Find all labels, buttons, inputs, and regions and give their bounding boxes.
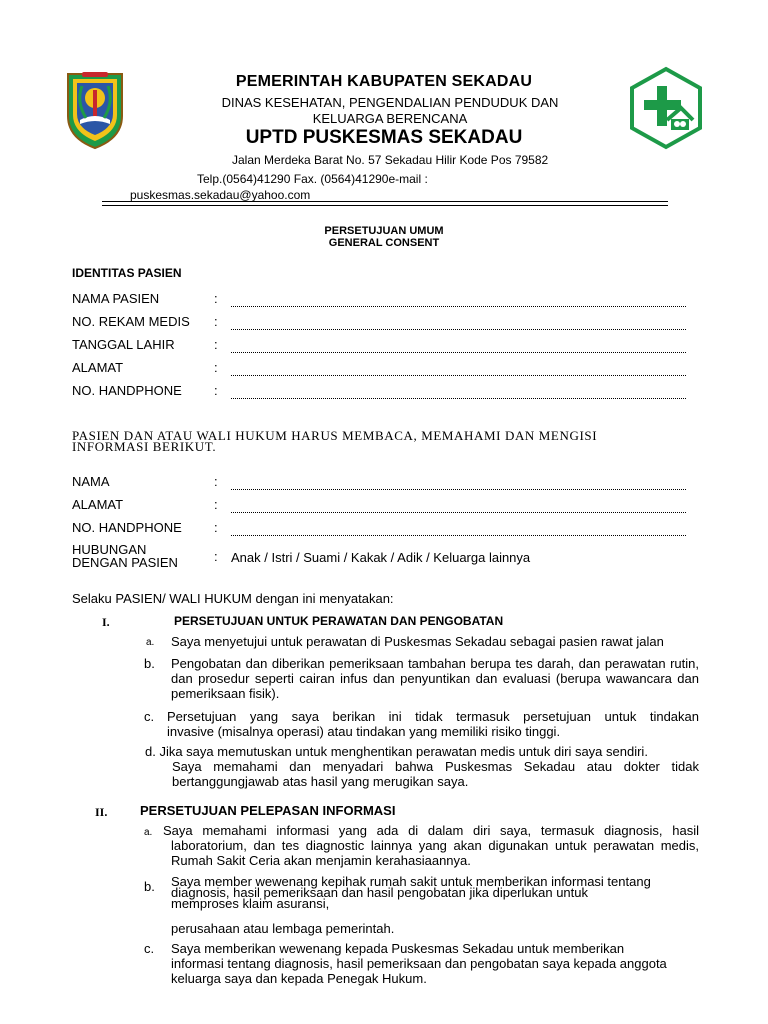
field-guardian-address[interactable] [231,512,686,513]
notice-text: PASIEN DAN ATAU WALI HUKUM HARUS MEMBACA, MEMAHAMI DAN MENGISI INFORMASI BERIKUT. [72,428,598,454]
field-label-guardian-name: NAMA [72,474,110,489]
section1-item-c-line2: invasive (misalnya operasi) atau tindakan yang memiliki risiko tinggi. [167,724,561,739]
field-colon: : [214,497,218,512]
section2-item-b-marker: b. [144,879,155,894]
relationship-label-line2: DENGAN PASIEN [72,555,178,570]
section2-item-b [171,876,701,909]
field-medical-record[interactable] [231,329,686,330]
section2-item-b-line4: perusahaan atau lembaga pemerintah. [171,921,395,936]
section2-item-b-line2: diagnosis, hasil pemeriksaan dan hasil pengobatan jika diperlukan untuk [171,885,588,900]
field-colon: : [214,337,218,352]
field-colon: : [214,291,218,306]
field-label-guardian-address: ALAMAT [72,497,124,512]
section1-item-a: Saya menyetujui untuk perawatan di Puskesmas Sekadau sebagai pasien rawat jalan [171,634,664,649]
header-email: puskesmas.sekadau@yahoo.com [130,188,311,202]
field-colon: : [214,520,218,535]
field-guardian-phone[interactable] [231,535,686,536]
header-contact [130,171,550,203]
section1-item-a-marker: a. [146,637,155,648]
header-department-line1: DINAS KESEHATAN, PENGENDALIAN PENDUDUK DAN [221,95,559,110]
header-rule-thick [102,201,668,202]
field-label-medical-record: NO. REKAM MEDIS [72,314,190,329]
field-phone[interactable] [231,398,686,399]
section1-item-d-line2: Saya memahami dan menyadari bahwa Puskesmas Sekadau atau dokter tidak bertanggungjawab atas hasil yang merugikan saya. [172,759,699,789]
field-colon: : [214,474,218,489]
section2-item-b-line1: Saya member wewenang kepihak rumah sakit untuk memberikan informasi tentang [171,874,651,889]
field-patient-name[interactable] [231,306,686,307]
identity-heading: IDENTITAS PASIEN [72,266,182,280]
field-label-relationship [72,543,178,569]
section1-number: I. [102,615,110,629]
field-label-address: ALAMAT [72,360,124,375]
section1-item-c-line1: Persetujuan yang saya berikan ini tidak termasuk persetujuan untuk tindakan [167,709,699,724]
field-colon: : [214,549,218,564]
field-birth-date[interactable] [231,352,686,353]
header-phone-fax: Telp.(0564)41290 Fax. (0564)41290e-mail : [197,172,428,186]
section2-item-c: Saya memberikan wewenang kepada Puskesmas Sekadau untuk memberikan informasi tentang diagnosis, hasil pemeriksaan dan pengobatan saya kepada anggota keluarga saya dan kepada Penegak Hukum. [171,941,667,986]
field-guardian-name[interactable] [231,489,686,490]
title-line1: PERSETUJUAN UMUM [324,225,444,237]
field-address[interactable] [231,375,686,376]
field-colon: : [214,360,218,375]
section2-item-a-marker: a. [144,827,153,838]
field-label-patient-name: NAMA PASIEN [72,291,160,306]
declaration-text: Selaku PASIEN/ WALI HUKUM dengan ini menyatakan: [72,591,394,606]
relationship-options[interactable]: Anak / Istri / Suami / Kakak / Adik / Keluarga lainnya [231,550,531,565]
header-address: Jalan Merdeka Barat No. 57 Sekadau Hilir Kode Pos 79582 [232,153,549,167]
document-title [0,225,768,249]
header-institution: UPTD PUSKESMAS SEKADAU [245,127,523,148]
field-label-birth-date: TANGGAL LAHIR [72,337,175,352]
title-line2: GENERAL CONSENT [328,237,440,249]
section2-item-c-marker: c. [144,941,155,956]
section2-item-a-line1: Saya memahami informasi yang ada di dalam diri saya, termasuk diagnosis, hasil [163,823,699,838]
section2-heading: PERSETUJUAN PELEPASAN INFORMASI [140,803,396,818]
section2-item-a-line2: laboratorium, dan tes diagnostic lainnya yang akan digunakan untuk perawatan medis, Rumah Sakit Ceria akan menjamin kerahasiaannya. [171,838,699,868]
section1-item-b: Pengobatan dan diberikan pemeriksaan tambahan berupa tes darah, dan perawatan rutin, dan prosedur seperti cairan infus dan penyuntikan dan evaluasi (berupa wawancara dan pemeriksaan fisik). [171,656,699,701]
field-colon: : [214,314,218,329]
header-government: PEMERINTAH KABUPATEN SEKADAU [235,73,533,90]
field-colon: : [214,383,218,398]
section1-heading: PERSETUJUAN UNTUK PERAWATAN DAN PENGOBATAN [174,614,504,628]
section2-item-b-line3: memproses klaim asuransi, [171,896,330,911]
field-label-phone: NO. HANDPHONE [72,383,182,398]
field-label-guardian-phone: NO. HANDPHONE [72,520,182,535]
section1-item-d-line1: d. Jika saya memutuskan untuk menghentikan perawatan medis untuk diri saya sendiri. [145,744,648,759]
header-department [130,95,650,127]
section2-number: II. [95,805,108,819]
header-department-line2: KELUARGA BERENCANA [312,111,468,126]
section1-item-b-marker: b. [144,656,155,671]
relationship-label-line1: HUBUNGAN [72,542,147,557]
section1-item-c-marker: c. [144,709,155,724]
header-rule-thin [102,205,668,206]
